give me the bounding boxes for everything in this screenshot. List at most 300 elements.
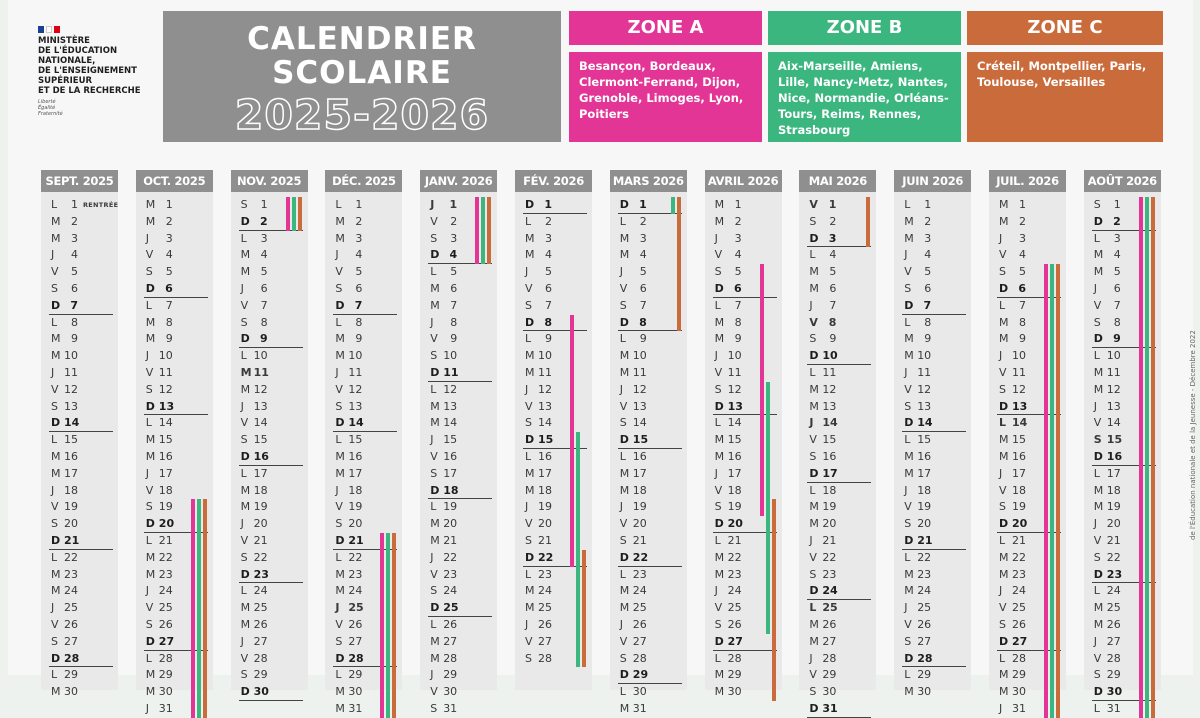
day-weekday: M	[1093, 265, 1104, 279]
day-number: 20	[64, 517, 78, 531]
day-weekday: J	[240, 517, 244, 531]
day-weekday: M	[335, 466, 345, 480]
day-row	[894, 298, 971, 315]
day-row	[136, 214, 213, 231]
day-number: 20	[1012, 517, 1028, 531]
day-row	[136, 449, 213, 466]
day-weekday: M	[619, 349, 630, 363]
day-weekday: S	[619, 651, 627, 665]
day-row	[41, 483, 118, 500]
day-weekday: D	[619, 433, 629, 447]
day-weekday: M	[809, 517, 819, 531]
day-number: 23	[632, 567, 647, 581]
day-number: 16	[727, 449, 742, 463]
day-number: 14	[538, 416, 552, 430]
day-weekday: M	[904, 567, 914, 581]
day-weekday: L	[1093, 231, 1100, 245]
day-weekday: J	[430, 198, 435, 211]
day-weekday: M	[999, 214, 1009, 228]
day-weekday: M	[999, 315, 1009, 329]
day-number: 11	[348, 365, 363, 379]
day-number: 23	[443, 567, 458, 581]
day-number: 23	[158, 567, 173, 581]
day-weekday: M	[904, 214, 914, 228]
day-row	[894, 516, 971, 533]
day-row	[136, 432, 213, 449]
day-weekday: S	[430, 466, 438, 480]
day-weekday: L	[145, 416, 152, 430]
day-row	[894, 197, 971, 214]
day-row	[799, 567, 876, 584]
day-weekday: S	[240, 433, 248, 447]
day-weekday: M	[525, 248, 535, 262]
day-row	[894, 684, 971, 701]
day-number: 20	[443, 517, 458, 531]
day-weekday: M	[809, 281, 819, 295]
day-number: 18	[917, 483, 932, 497]
day-number: 28	[538, 651, 552, 665]
day-number: 25	[917, 601, 932, 615]
day-row	[989, 533, 1066, 550]
day-row	[610, 567, 687, 584]
day-row	[420, 247, 497, 264]
day-weekday: M	[335, 349, 345, 363]
day-row	[705, 415, 782, 432]
day-number: 28	[1012, 651, 1026, 665]
day-row	[799, 315, 876, 332]
day-weekday: M	[240, 265, 251, 279]
day-number: 7	[70, 298, 78, 312]
day-weekday: S	[335, 517, 343, 531]
day-row	[515, 483, 592, 500]
day-weekday: M	[335, 449, 345, 463]
day-number: 2	[924, 214, 932, 228]
day-weekday: D	[430, 601, 440, 615]
month-header: FÉV. 2026	[515, 170, 592, 192]
day-number: 27	[1012, 634, 1028, 648]
day-row	[515, 617, 592, 634]
day-row	[515, 600, 592, 617]
day-number: 17	[348, 466, 363, 480]
day-weekday: M	[809, 265, 819, 279]
day-number: 9	[639, 332, 647, 346]
day-row	[325, 583, 402, 600]
day-weekday: L	[145, 298, 152, 312]
day-number: 12	[822, 382, 837, 396]
day-number: 5	[734, 265, 742, 279]
day-number: 28	[727, 651, 742, 665]
day-row	[989, 399, 1066, 416]
day-weekday: L	[999, 298, 1006, 312]
day-weekday: J	[999, 466, 1003, 480]
day-weekday: L	[714, 298, 721, 312]
day-weekday: V	[335, 265, 343, 279]
day-row	[1084, 533, 1161, 550]
day-number: 1	[71, 198, 78, 211]
day-weekday: J	[809, 533, 813, 547]
day-number: 25	[1012, 601, 1026, 615]
day-number: 18	[632, 483, 647, 497]
day-weekday: J	[999, 701, 1003, 715]
day-number: 19	[443, 500, 458, 514]
day-weekday: J	[809, 298, 813, 312]
day-weekday: M	[714, 668, 725, 682]
day-row	[799, 651, 876, 668]
day-row	[41, 600, 118, 617]
day-number: 23	[917, 567, 932, 581]
day-list	[136, 192, 213, 718]
day-number: 1	[449, 198, 458, 211]
day-row	[1084, 298, 1161, 315]
day-number: 2	[1019, 214, 1026, 228]
day-row	[894, 667, 971, 684]
day-weekday: M	[525, 584, 535, 598]
day-weekday: M	[714, 433, 725, 447]
day-row	[1084, 348, 1161, 365]
day-number: 31	[822, 701, 838, 715]
day-number: 20	[822, 517, 837, 531]
day-row	[515, 281, 592, 298]
ministry-motto: Liberté Égalité Fraternité	[38, 99, 63, 117]
month-column	[41, 170, 119, 699]
day-number: 5	[1113, 265, 1121, 279]
day-number: 19	[158, 500, 173, 514]
day-row	[231, 432, 308, 449]
day-row	[41, 365, 118, 382]
day-weekday: V	[1093, 651, 1102, 665]
day-weekday: M	[51, 332, 61, 346]
day-weekday: J	[335, 248, 339, 262]
day-row	[515, 382, 592, 399]
day-row	[325, 315, 402, 332]
day-number: 22	[727, 550, 742, 564]
day-row	[894, 567, 971, 584]
day-number: 16	[1012, 449, 1026, 463]
day-row	[325, 701, 402, 718]
day-weekday: S	[714, 382, 722, 396]
day-weekday: M	[1093, 365, 1104, 379]
day-number: 11	[64, 365, 78, 379]
day-number: 26	[917, 617, 932, 631]
day-number: 4	[924, 248, 932, 262]
day-number: 1	[1113, 198, 1121, 211]
day-number: 18	[348, 483, 363, 497]
day-weekday: S	[145, 617, 153, 631]
day-number: 5	[450, 265, 458, 279]
day-number: 21	[1106, 533, 1121, 547]
day-row	[1084, 382, 1161, 399]
day-number: 12	[443, 382, 458, 396]
day-row	[41, 651, 118, 668]
day-number: 3	[545, 231, 552, 245]
day-row	[136, 382, 213, 399]
day-row	[325, 533, 402, 550]
day-weekday: V	[1093, 533, 1102, 547]
day-row	[799, 701, 876, 718]
day-row	[325, 382, 402, 399]
day-row	[894, 399, 971, 416]
title-line-2: SCOLAIRE	[272, 55, 452, 91]
day-weekday: V	[904, 617, 912, 631]
day-number: 25	[632, 601, 647, 615]
day-row	[325, 684, 402, 701]
day-weekday: M	[335, 701, 345, 715]
day-weekday: L	[51, 315, 58, 329]
day-row	[989, 483, 1066, 500]
day-number: 2	[829, 214, 837, 228]
day-number: 26	[727, 617, 742, 631]
day-row	[610, 533, 687, 550]
day-number: 5	[545, 265, 552, 279]
day-row	[420, 348, 497, 365]
day-weekday: S	[51, 517, 58, 531]
day-row	[420, 399, 497, 416]
day-number: 3	[924, 231, 932, 245]
day-number: 16	[253, 449, 269, 463]
day-weekday: V	[809, 668, 817, 682]
day-row	[420, 298, 497, 315]
day-row	[420, 550, 497, 567]
day-number: 12	[1106, 382, 1121, 396]
day-weekday: V	[999, 365, 1007, 379]
day-number: 15	[632, 433, 649, 447]
day-weekday: M	[999, 550, 1009, 564]
day-number: 10	[253, 349, 268, 363]
day-number: 11	[443, 365, 459, 379]
day-number: 27	[822, 634, 837, 648]
day-row	[705, 281, 782, 298]
day-weekday: M	[999, 433, 1009, 447]
day-number: 18	[64, 483, 78, 497]
day-number: 27	[917, 634, 932, 648]
month-header: MAI 2026	[799, 170, 876, 192]
day-row	[989, 617, 1066, 634]
day-weekday: M	[51, 349, 61, 363]
day-weekday: V	[145, 365, 154, 379]
day-number: 17	[632, 466, 647, 480]
day-row	[1084, 281, 1161, 298]
day-number: 17	[64, 466, 78, 480]
day-weekday: V	[430, 685, 438, 699]
day-weekday: V	[904, 500, 912, 514]
day-number: 24	[822, 584, 838, 598]
day-row	[894, 533, 971, 550]
day-row	[1084, 701, 1161, 718]
day-number: 17	[253, 466, 268, 480]
month-column	[799, 170, 876, 715]
day-weekday: J	[145, 584, 150, 598]
day-weekday: J	[904, 483, 908, 497]
day-list	[989, 192, 1066, 718]
day-weekday: M	[430, 517, 440, 531]
day-weekday: S	[525, 651, 532, 665]
day-row	[1084, 214, 1161, 231]
day-number: 28	[443, 651, 458, 665]
day-row	[1084, 499, 1161, 516]
day-weekday: M	[525, 601, 535, 615]
day-number: 31	[632, 701, 647, 715]
day-number: 14	[253, 416, 268, 430]
day-weekday: M	[430, 533, 440, 547]
day-number: 13	[538, 399, 552, 413]
day-row	[325, 197, 402, 214]
day-row	[136, 348, 213, 365]
day-row	[420, 684, 497, 701]
day-number: 18	[253, 483, 268, 497]
day-number: 10	[158, 349, 173, 363]
day-number: 22	[1012, 550, 1026, 564]
day-number: 4	[1019, 248, 1026, 262]
day-number: 27	[632, 634, 647, 648]
day-weekday: D	[51, 533, 61, 547]
day-number: 22	[348, 550, 363, 564]
day-row	[515, 432, 592, 449]
day-number: 15	[1012, 433, 1026, 447]
day-row	[1084, 483, 1161, 500]
day-weekday: L	[1093, 701, 1100, 715]
month-header: OCT. 2025	[136, 170, 213, 192]
day-number: 13	[1106, 399, 1121, 413]
day-row	[325, 247, 402, 264]
day-number: 30	[443, 685, 458, 699]
day-weekday: L	[335, 668, 342, 682]
day-weekday: V	[335, 382, 343, 396]
day-weekday: J	[335, 365, 339, 379]
day-weekday: M	[619, 701, 630, 715]
day-row	[231, 483, 308, 500]
day-weekday: V	[1093, 416, 1102, 430]
day-number: 11	[538, 365, 552, 379]
day-row	[515, 583, 592, 600]
zone-b-header: ZONE B	[768, 11, 961, 45]
day-weekday: M	[430, 634, 440, 648]
month-header: MARS 2026	[610, 170, 687, 192]
day-weekday: S	[619, 533, 627, 547]
day-number: 29	[727, 668, 742, 682]
day-weekday: D	[240, 214, 250, 228]
day-row	[610, 197, 687, 214]
day-number: 16	[632, 449, 647, 463]
day-number: 29	[158, 668, 173, 682]
day-row	[894, 483, 971, 500]
day-row	[420, 533, 497, 550]
day-number: 21	[443, 533, 458, 547]
day-row	[515, 449, 592, 466]
day-weekday: D	[240, 449, 250, 463]
day-number: 19	[632, 500, 647, 514]
day-weekday: V	[714, 248, 723, 262]
day-weekday: S	[1093, 668, 1101, 682]
day-row	[325, 298, 402, 315]
day-number: 5	[639, 265, 647, 279]
day-number: 24	[632, 584, 647, 598]
day-number: 21	[822, 533, 837, 547]
day-weekday: J	[1093, 399, 1098, 413]
day-row	[1084, 365, 1161, 382]
day-row	[1084, 600, 1161, 617]
day-row	[1084, 567, 1161, 584]
day-weekday: D	[240, 685, 250, 699]
day-number: 6	[260, 281, 268, 295]
day-row	[325, 214, 402, 231]
day-row	[41, 617, 118, 634]
day-weekday: V	[619, 399, 628, 413]
day-weekday: L	[240, 584, 247, 598]
day-row	[325, 567, 402, 584]
day-row	[705, 315, 782, 332]
day-number: 21	[158, 533, 173, 547]
day-number: 4	[1113, 248, 1121, 262]
day-number: 7	[450, 298, 458, 312]
day-row	[705, 651, 782, 668]
day-row	[231, 449, 308, 466]
day-number: 5	[260, 265, 268, 279]
day-weekday: D	[430, 483, 440, 497]
day-row	[610, 600, 687, 617]
day-row	[989, 247, 1066, 264]
day-weekday: M	[145, 214, 156, 228]
day-weekday: M	[51, 584, 61, 598]
day-row	[231, 331, 308, 348]
day-weekday: S	[430, 584, 438, 598]
day-row	[515, 264, 592, 281]
day-weekday: D	[999, 517, 1009, 531]
month-column	[136, 170, 213, 715]
day-number: 17	[443, 466, 458, 480]
day-number: 21	[538, 533, 552, 547]
day-weekday: V	[619, 281, 628, 295]
day-row	[231, 600, 308, 617]
day-number: 20	[348, 517, 363, 531]
day-number: 8	[828, 315, 837, 329]
day-row	[41, 331, 118, 348]
day-row	[799, 432, 876, 449]
day-row	[325, 399, 402, 416]
day-row	[799, 634, 876, 651]
day-weekday: M	[335, 231, 345, 245]
day-row	[989, 684, 1066, 701]
day-number: 24	[158, 584, 173, 598]
day-number: 12	[917, 382, 932, 396]
day-row	[41, 231, 118, 248]
day-weekday: S	[240, 198, 248, 211]
day-number: 30	[348, 685, 363, 699]
day-weekday: J	[619, 382, 624, 396]
day-number: 17	[727, 466, 742, 480]
day-weekday: L	[51, 433, 58, 447]
day-row	[989, 365, 1066, 382]
day-row	[610, 365, 687, 382]
day-number: 8	[734, 315, 742, 329]
day-weekday: L	[904, 668, 911, 682]
day-number: 19	[1106, 500, 1121, 514]
day-weekday: S	[430, 349, 438, 363]
day-weekday: M	[714, 550, 725, 564]
day-weekday: D	[809, 231, 819, 245]
day-row	[515, 550, 592, 567]
day-number: 21	[1012, 533, 1026, 547]
day-number: 25	[1106, 601, 1121, 615]
day-weekday: J	[240, 634, 244, 648]
day-row	[136, 651, 213, 668]
day-weekday: D	[525, 315, 535, 329]
day-number: 4	[355, 248, 363, 262]
day-row	[41, 197, 118, 214]
day-weekday: S	[714, 265, 722, 279]
day-weekday: D	[904, 533, 914, 547]
day-row	[1084, 331, 1161, 348]
day-weekday: D	[51, 651, 61, 665]
